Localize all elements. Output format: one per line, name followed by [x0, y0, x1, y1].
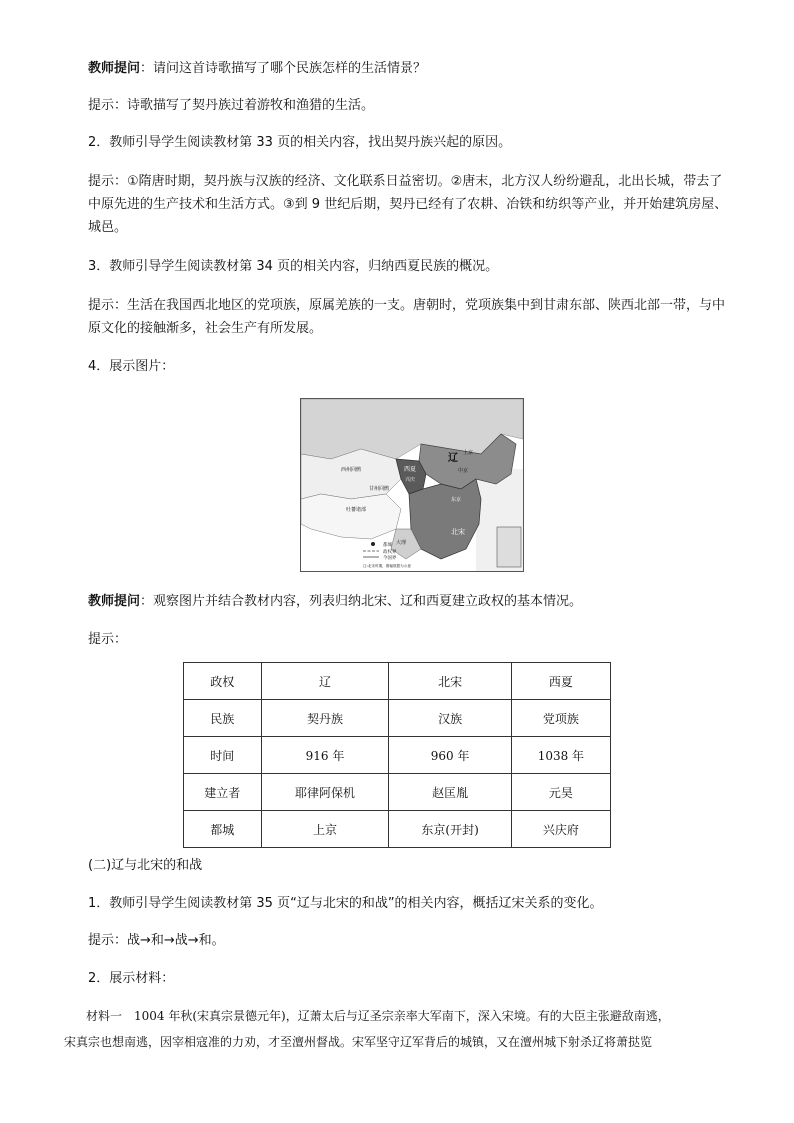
- hint-4: 提示：: [88, 632, 128, 647]
- legend-national-border: 今国界: [383, 556, 397, 561]
- map-label-xixia: 西夏: [404, 466, 417, 473]
- table-cell: 民族: [184, 700, 262, 737]
- step-4: 4．展示图片：: [88, 359, 175, 374]
- question-label: 教师提问: [88, 61, 141, 76]
- map-label-zhongjing: 中京: [458, 468, 469, 474]
- hint-1: 提示：诗歌描写了契丹族过着游牧和渔猎的生活。: [88, 98, 375, 113]
- question-text: ：观察图片并结合教材内容，列表归纳北宋、辽和西夏建立政权的基本情况。: [140, 594, 583, 609]
- table-cell: 1038 年: [511, 737, 610, 774]
- hint-3: 提示：生活在我国西北地区的党项族，原属羌族的一支。唐朝时，党项族集中到甘肃东部、陕西北部一带，与中原文化的接触渐多，社会生产有所发展。: [88, 298, 726, 336]
- table-cell: 汉族: [389, 700, 511, 737]
- hint-2: 提示：①隋唐时期，契丹族与汉族的经济、文化联系日益密切。②唐末，北方汉人纷纷避乱，北出长城，带去了中原先进的生产技术和生活方式。③到 9 世纪后期，契丹已经有了农耕、冶铁和纺织等产业，并开始建筑房屋、城邑。: [88, 174, 728, 235]
- table-cell: 东京(开封): [389, 811, 511, 848]
- hint-5: 提示：战→和→战→和。: [88, 933, 225, 948]
- table-cell: 916 年: [261, 737, 389, 774]
- table-cell: 960 年: [389, 737, 511, 774]
- teacher-question-1: [88, 58, 734, 80]
- material-1-line-2: 宋真宗也想南逃，因宰相寇准的力劝，才至澶州督战。宋军坚守辽军背后的城镇，又在澶州城下射杀辽将萧挞览: [64, 1035, 653, 1049]
- table-cell: 兴庆府: [511, 811, 610, 848]
- section-heading: (二)辽与北宋的和战: [88, 858, 203, 873]
- legend-capital: 都城: [383, 543, 392, 548]
- map-label-shangjing: 上京: [463, 450, 474, 456]
- table-row: [184, 774, 611, 811]
- table-row: [184, 700, 611, 737]
- table-cell: 建立者: [184, 774, 262, 811]
- table-cell: 耶律阿保机: [261, 774, 389, 811]
- map-label-xizhou: 西州回鹘: [341, 467, 362, 473]
- table-cell: 元昊: [511, 774, 610, 811]
- table-cell: 时间: [184, 737, 262, 774]
- table-cell: 党项族: [511, 700, 610, 737]
- map-label-liao: 辽: [448, 453, 458, 464]
- step-5: 1．教师引导学生阅读教材第 35 页“辽与北宋的和战”的相关内容，概括辽宋关系的变化。: [88, 896, 603, 911]
- step-2: 2．教师引导学生阅读教材第 33 页的相关内容，找出契丹族兴起的原因。: [88, 135, 512, 150]
- question-label: 教师提问: [88, 594, 141, 609]
- historical-map: [300, 398, 524, 572]
- table-cell: 赵匡胤: [389, 774, 511, 811]
- regime-summary-table: [183, 662, 611, 848]
- table-cell: 都城: [184, 811, 262, 848]
- map-label-xingqing: 兴庆: [405, 477, 416, 483]
- step-6: 2．展示材料：: [88, 971, 175, 986]
- teacher-question-2: [88, 591, 734, 613]
- table-header-cell: 政权: [184, 663, 262, 700]
- table-row: [184, 737, 611, 774]
- table-header-cell: 北宋: [389, 663, 511, 700]
- map-label-tubo: 吐蕃诸部: [346, 507, 367, 513]
- map-label-ganzhou: 甘州回鹘: [369, 486, 390, 492]
- map-label-beisong: 北宋: [451, 528, 465, 536]
- material-1-line-1: 材料一 1004 年秋(宋真宗景德元年)，辽萧太后与辽圣宗亲率大军南下，深入宋境。有的大臣主张避敌南逃，: [86, 1009, 670, 1023]
- map-label-dali: 大理: [396, 540, 407, 546]
- map-label-dongjing: 东京: [451, 497, 462, 503]
- map-note: 注:北宋时期，图幅数据为示意: [363, 564, 411, 568]
- question-text: ：请问这首诗歌描写了哪个民族怎样的生活情景？: [140, 61, 427, 76]
- table-cell: 上京: [261, 811, 389, 848]
- table-header-cell: 西夏: [511, 663, 610, 700]
- step-3: 3．教师引导学生阅读教材第 34 页的相关内容，归纳西夏民族的概况。: [88, 259, 499, 274]
- table-header-row: [184, 663, 611, 700]
- table-header-cell: 辽: [261, 663, 389, 700]
- legend-boundary: 政权界: [383, 550, 397, 555]
- table-cell: 契丹族: [261, 700, 389, 737]
- table-row: [184, 811, 611, 848]
